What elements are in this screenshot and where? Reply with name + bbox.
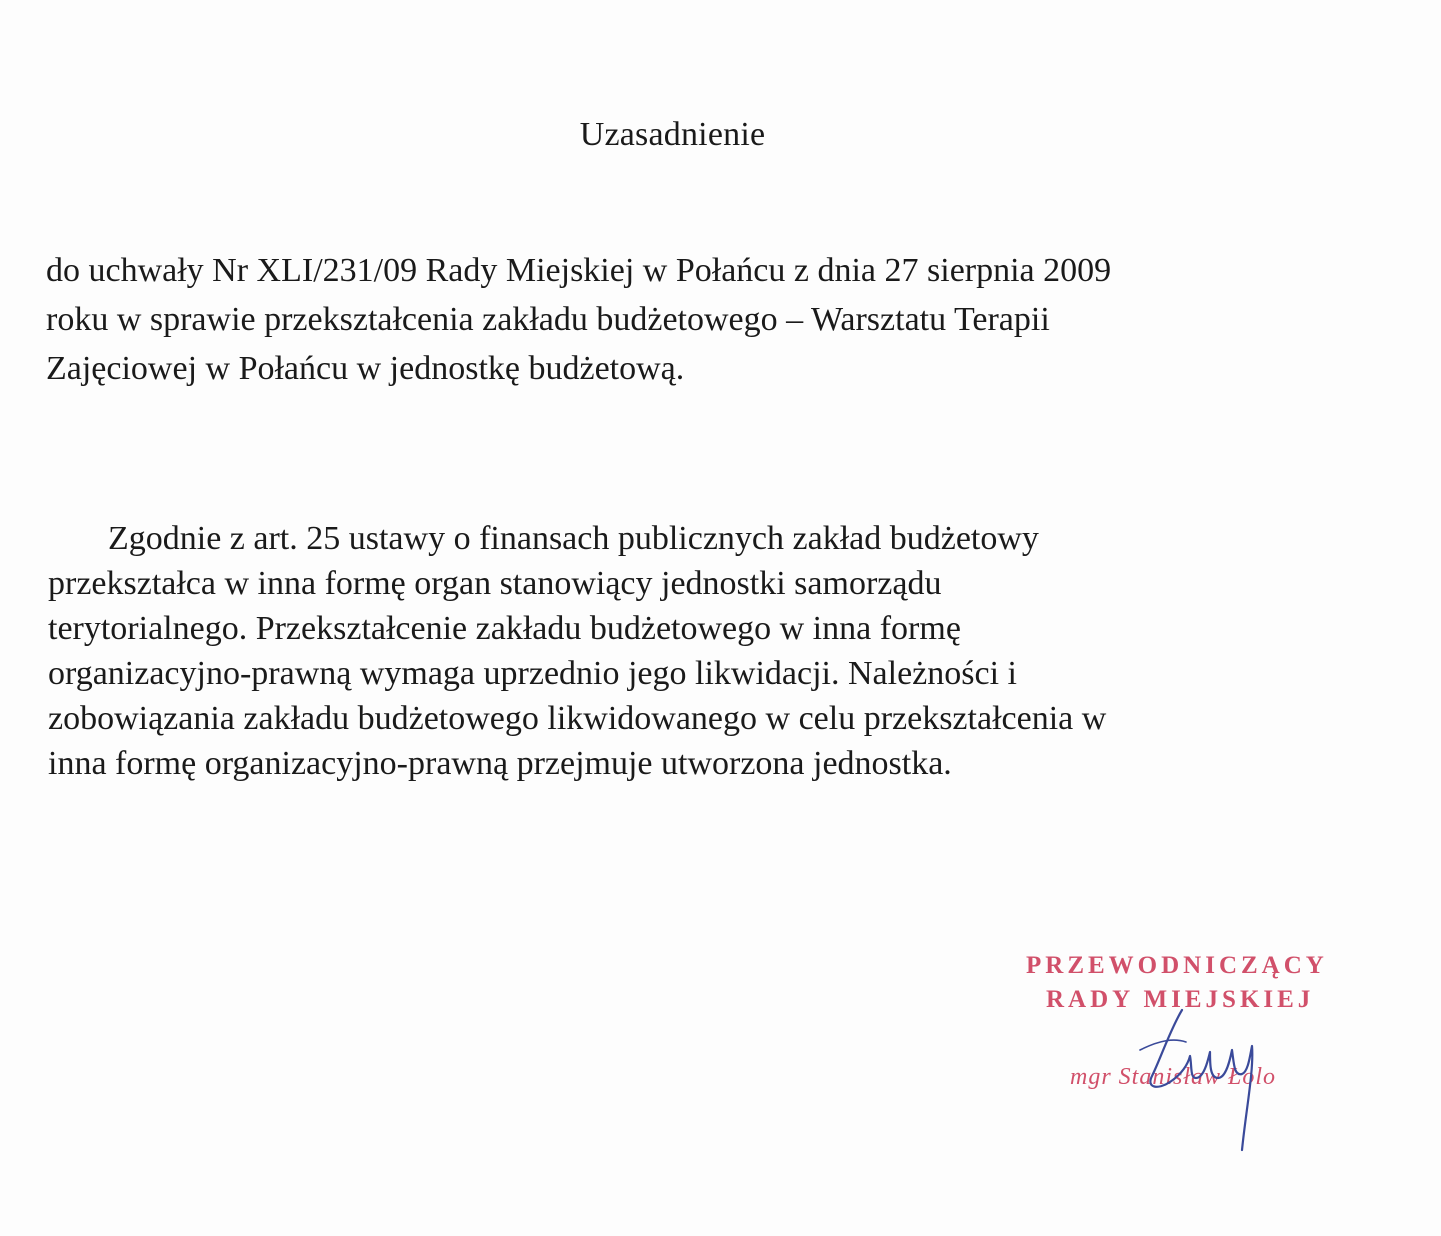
stamp-council-line: RADY MIEJSKIEJ xyxy=(1046,986,1315,1013)
paragraph-line: zobowiązania zakładu budżetowego likwidowanego w celu przekształcenia w xyxy=(48,700,1107,737)
resolution-subject xyxy=(46,246,1306,393)
paragraph-line: terytorialnego. Przekształcenie zakładu budżetowego w inna formę xyxy=(48,610,961,647)
paragraph-line: przekształca w inna formę organ stanowiący jednostki samorządu xyxy=(48,565,942,602)
subject-line: do uchwały Nr XLI/231/09 Rady Miejskiej w Połańcu z dnia 27 sierpnia 2009 xyxy=(46,252,1112,289)
stamp-title-line: PRZEWODNICZĄCY xyxy=(1026,952,1328,979)
justification-paragraph xyxy=(48,516,1328,786)
paragraph-line: Zgodnie z art. 25 ustawy o finansach publicznych zakład budżetowy xyxy=(108,520,1039,557)
stamp-name-line: mgr Stanisław Łolo xyxy=(1070,1064,1277,1090)
handwritten-signature xyxy=(1130,990,1270,1160)
paragraph-line: organizacyjno-prawną wymaga uprzednio jego likwidacji. Należności i xyxy=(48,655,1017,692)
document-title: Uzasadnienie xyxy=(579,116,766,153)
subject-line: roku w sprawie przekształcenia zakładu budżetowego – Warsztatu Terapii xyxy=(46,301,1050,338)
paragraph-line: inna formę organizacyjno-prawną przejmuje utworzona jednostka. xyxy=(48,745,952,782)
subject-line: Zajęciowej w Połańcu w jednostkę budżetową. xyxy=(46,350,685,387)
